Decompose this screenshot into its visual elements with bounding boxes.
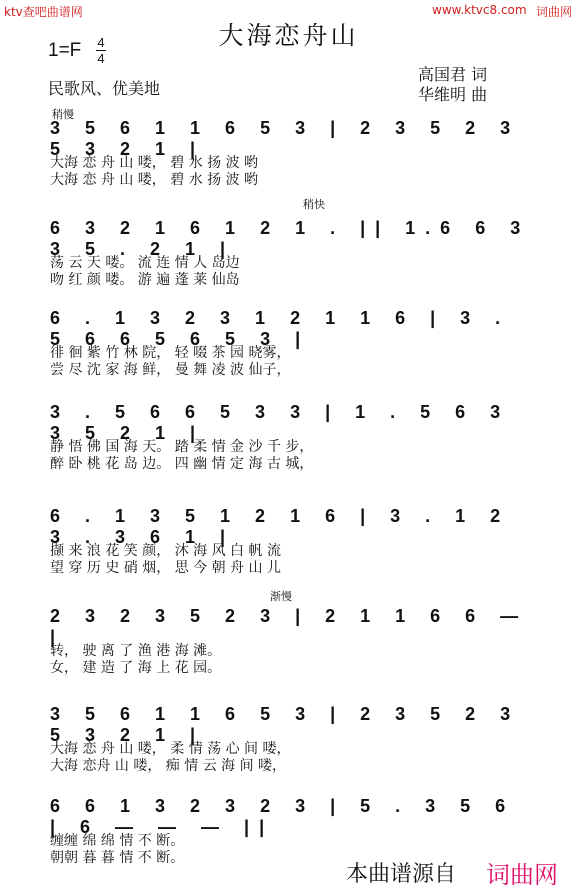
notation-text: 3 . 5 6 6 5 3 3 | 1 . 5 6 3 3 5 2 1 | — [50, 402, 511, 443]
notation-line-6 — [48, 600, 533, 647]
notation-line-7 — [48, 698, 533, 745]
footer-site-logo: 词曲网 — [486, 861, 558, 889]
notation-text: 6 3 2 1 6 1 2 1 . || 1.6 6 3 3 5 . 2 1 | — [50, 218, 531, 259]
notation-line-3 — [48, 302, 533, 349]
score-system-7 — [48, 698, 533, 776]
lyrics-verse-2: 大海 恋舟 山 喽， 痴 情 云 海 间 喽， — [50, 758, 287, 774]
lyrics-verse-1: 静 悟 佛 国 海 天。 踏 柔 情 金 沙 千 步， — [50, 439, 314, 455]
footer-source-text: 本曲谱源自 — [346, 862, 457, 887]
time-signature-bottom: 4 — [97, 51, 105, 66]
notation-text: 6 . 1 3 5 1 2 1 6 | 3 . 1 2 3 . 3 6 1 | — [50, 506, 511, 547]
time-signature — [96, 36, 106, 65]
notation-text: 3 5 6 1 1 6 5 3 | 2 3 5 2 3 5 3 2 1 | — [50, 118, 521, 159]
score-system-1 — [48, 108, 533, 190]
notation-text: 6 6 1 3 2 3 2 3 | 5 . 3 5 6 | 6 — — — || — [50, 796, 516, 837]
lyrics-verse-2: 醉 卧 桃 花 岛 边。 四 幽 情 定 海 古 城， — [50, 456, 314, 472]
lyrics-verse-2: 大海 恋 舟 山 喽， 碧 水 扬 波 哟 — [50, 172, 259, 188]
score-system-4 — [48, 396, 533, 474]
score-system-8 — [48, 790, 533, 868]
tempo-marking: 渐慢 — [270, 590, 292, 603]
composer-credit: 华维明 曲 — [418, 85, 488, 104]
notation-line-5 — [48, 500, 533, 547]
lyrics-verse-1: 缠缠 绵 绵 情 不 断。 — [50, 833, 185, 849]
watermark-right-site: 词曲网 — [536, 5, 573, 19]
lyrics-verse-2: 尝 尽 沈 家 海 鲜， 曼 舞 凌 波 仙子， — [50, 362, 291, 378]
notation-line-1 — [48, 112, 533, 159]
tempo-marking: 稍慢 — [52, 108, 74, 121]
notation-text: 6 . 1 3 2 3 1 2 1 1 6 | 3 . 5 6 6 5 6 5 3 | — [50, 308, 511, 349]
notation-text: 3 5 6 1 1 6 5 3 | 2 3 5 2 3 5 3 2 1 | — [50, 704, 521, 745]
song-title: 大海恋舟山 — [218, 21, 359, 50]
notation-line-4 — [48, 396, 533, 443]
lyricist-credit: 高国君 词 — [418, 65, 488, 84]
notation-line-2 — [48, 212, 533, 259]
lyrics-verse-2: 朝朝 暮 暮 情 不 断。 — [50, 850, 185, 866]
score-system-6 — [48, 590, 533, 678]
watermark-right-url: www.ktvc8.com — [432, 3, 527, 17]
score-system-5 — [48, 500, 533, 578]
style-marking: 民歌风、优美地 — [48, 79, 161, 98]
lyrics-verse-2: 吻 红 颜 喽。 游 遍 蓬 莱 仙岛 — [50, 272, 240, 288]
lyrics-verse-2: 女， 建 造 了 海 上 花 园。 — [50, 660, 222, 676]
lyrics-verse-1: 大海 恋 舟 山 喽， 碧 水 扬 波 哟 — [50, 155, 259, 171]
lyrics-verse-1: 转， 驶 离 了 渔 港 海 滩。 — [50, 643, 222, 659]
notation-line-8 — [48, 790, 533, 837]
score-system-2 — [48, 198, 533, 290]
watermark-left: ktv查吧曲谱网 — [4, 5, 83, 19]
lyrics-verse-2: 望 穿 历 史 硝 烟， 思 今 朝 舟 山 儿 — [50, 560, 281, 576]
time-signature-top: 4 — [97, 35, 105, 50]
lyrics-verse-1: 荡 云 天 喽。 流 连 情 人 岛边 — [50, 255, 240, 271]
score-system-3 — [48, 302, 533, 380]
key-signature: 1=F — [48, 40, 82, 61]
lyrics-verse-1: 徘 徊 紫 竹 林 院， 轻 啜 茶 园 晓雾， — [50, 345, 291, 361]
lyrics-verse-1: 大海 恋 舟 山 喽， 柔 情 荡 心 间 喽， — [50, 741, 291, 757]
lyrics-verse-1: 撷 来 浪 花 笑 颜， 沐 海 风 白 帆 流 — [50, 543, 281, 559]
notation-text: 2 3 2 3 5 2 3 | 2 1 1 6 6 — | — [50, 606, 529, 647]
tempo-marking: 稍快 — [303, 198, 325, 211]
